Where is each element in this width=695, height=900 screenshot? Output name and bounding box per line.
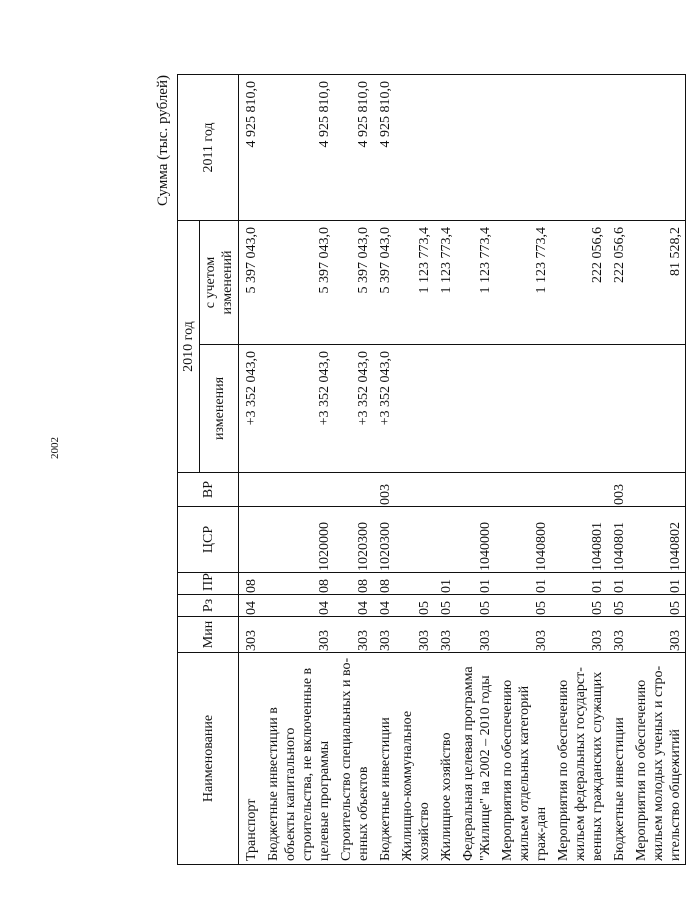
table-row [373,75,395,865]
row-name: Мероприятия по обеспечению жильем федеральных государст-венных гражданских служащих [551,653,607,865]
row-changes [395,345,434,473]
row-min: 303 [607,617,629,653]
row-min: 303 [395,617,434,653]
row-changes: +3 352 043,0 [373,345,395,473]
row-pr [395,573,434,595]
header-pr: ПР [178,573,239,595]
row-min: 303 [239,617,262,653]
row-changes [551,345,607,473]
row-changes: +3 352 043,0 [334,345,373,473]
table-row [495,75,551,865]
units-caption: Сумма (тыс. рублей) [155,75,171,207]
row-min: 303 [373,617,395,653]
row-vr [334,473,373,507]
table-row [334,75,373,865]
row-pr: 08 [373,573,395,595]
row-2011 [495,75,551,221]
row-csr [434,507,456,573]
row-rz: 04 [373,595,395,617]
row-min: 303 [495,617,551,653]
row-vr: 003 [607,473,629,507]
row-2011: 4 925 810,0 [334,75,373,221]
row-min: 303 [261,617,334,653]
row-with-changes: 5 397 043,0 [261,221,334,345]
row-name: Мероприятия по обеспечению жильем отдельных категорий граж-дан [495,653,551,865]
row-pr: 08 [239,573,262,595]
row-csr: 1040801 [551,507,607,573]
row-changes [607,345,629,473]
row-name: Жилищное хозяйство [434,653,456,865]
header-rz: Рз [178,595,239,617]
row-name: Транспорт [239,653,262,865]
row-min: 303 [551,617,607,653]
row-pr: 01 [495,573,551,595]
row-name: Строительство специальных и во-енных объектов [334,653,373,865]
row-name: Бюджетные инвестиции [373,653,395,865]
row-with-changes: 81 528,2 [629,221,686,345]
row-min: 303 [456,617,495,653]
header-year-2010: 2010 год [178,221,200,473]
row-pr: 01 [629,573,686,595]
row-with-changes: 5 397 043,0 [239,221,262,345]
row-vr [239,473,262,507]
row-changes [434,345,456,473]
row-rz: 05 [629,595,686,617]
row-min: 303 [434,617,456,653]
table-row [456,75,495,865]
row-pr: 01 [551,573,607,595]
row-vr [629,473,686,507]
row-changes [456,345,495,473]
row-name: Жилищно-коммунальное хозяйство [395,653,434,865]
page-number: 2002 [49,437,61,459]
row-csr: 1020000 [261,507,334,573]
table-row [629,75,686,865]
table-row [551,75,607,865]
row-rz: 05 [607,595,629,617]
row-2011: 4 925 810,0 [373,75,395,221]
row-csr: 1020300 [373,507,395,573]
row-csr: 1040802 [629,507,686,573]
header-changes: изменения [200,345,239,473]
row-csr: 1040800 [495,507,551,573]
row-min: 303 [334,617,373,653]
table-row [607,75,629,865]
row-csr: 1020300 [334,507,373,573]
row-vr: 003 [373,473,395,507]
row-pr: 01 [607,573,629,595]
row-with-changes: 5 397 043,0 [373,221,395,345]
row-pr: 01 [434,573,456,595]
budget-table [177,74,686,865]
row-vr [551,473,607,507]
row-2011 [551,75,607,221]
row-rz: 04 [334,595,373,617]
row-changes: +3 352 043,0 [239,345,262,473]
row-min: 303 [629,617,686,653]
header-name: Наименование [178,653,239,865]
row-2011 [607,75,629,221]
row-2011: 4 925 810,0 [239,75,262,221]
row-name: Бюджетные инвестиции в объекты капитального строительства, не включенные в целевые программы [261,653,334,865]
header-min: Мин [178,617,239,653]
row-with-changes: 1 123 773,4 [434,221,456,345]
row-2011 [629,75,686,221]
row-rz: 05 [434,595,456,617]
row-2011 [434,75,456,221]
row-csr: 1040801 [607,507,629,573]
row-rz: 04 [261,595,334,617]
row-rz: 05 [395,595,434,617]
table-row [434,75,456,865]
row-csr [395,507,434,573]
row-vr [261,473,334,507]
row-with-changes: 1 123 773,4 [495,221,551,345]
header-year-2011: 2011 год [178,75,239,221]
row-csr [239,507,262,573]
header-vr: ВР [178,473,239,507]
row-vr [456,473,495,507]
table-row [261,75,334,865]
row-changes [495,345,551,473]
row-with-changes: 1 123 773,4 [395,221,434,345]
row-name: Бюджетные инвестиции [607,653,629,865]
header-csr: ЦСР [178,507,239,573]
row-pr: 08 [261,573,334,595]
row-pr: 08 [334,573,373,595]
table-body [239,75,686,865]
header-with-changes: с учетом изменений [200,221,239,345]
row-vr [495,473,551,507]
row-2011 [456,75,495,221]
table-header [178,75,239,865]
row-with-changes: 5 397 043,0 [334,221,373,345]
row-with-changes: 222 056,6 [551,221,607,345]
row-pr: 01 [456,573,495,595]
row-name: Мероприятия по обеспечению жильем молодых ученых и стро-ительство общежитий [629,653,686,865]
row-vr [395,473,434,507]
row-with-changes: 1 123 773,4 [456,221,495,345]
row-rz: 05 [551,595,607,617]
row-rz: 04 [239,595,262,617]
document-sheet [155,75,695,865]
row-rz: 05 [456,595,495,617]
row-name: Федеральная целевая программа "Жилище" на 2002 – 2010 годы [456,653,495,865]
row-2011: 4 925 810,0 [261,75,334,221]
row-changes: +3 352 043,0 [261,345,334,473]
row-vr [434,473,456,507]
row-with-changes: 222 056,6 [607,221,629,345]
table-row [239,75,262,865]
row-csr: 1040000 [456,507,495,573]
row-rz: 05 [495,595,551,617]
row-changes [629,345,686,473]
row-2011 [395,75,434,221]
table-row [395,75,434,865]
